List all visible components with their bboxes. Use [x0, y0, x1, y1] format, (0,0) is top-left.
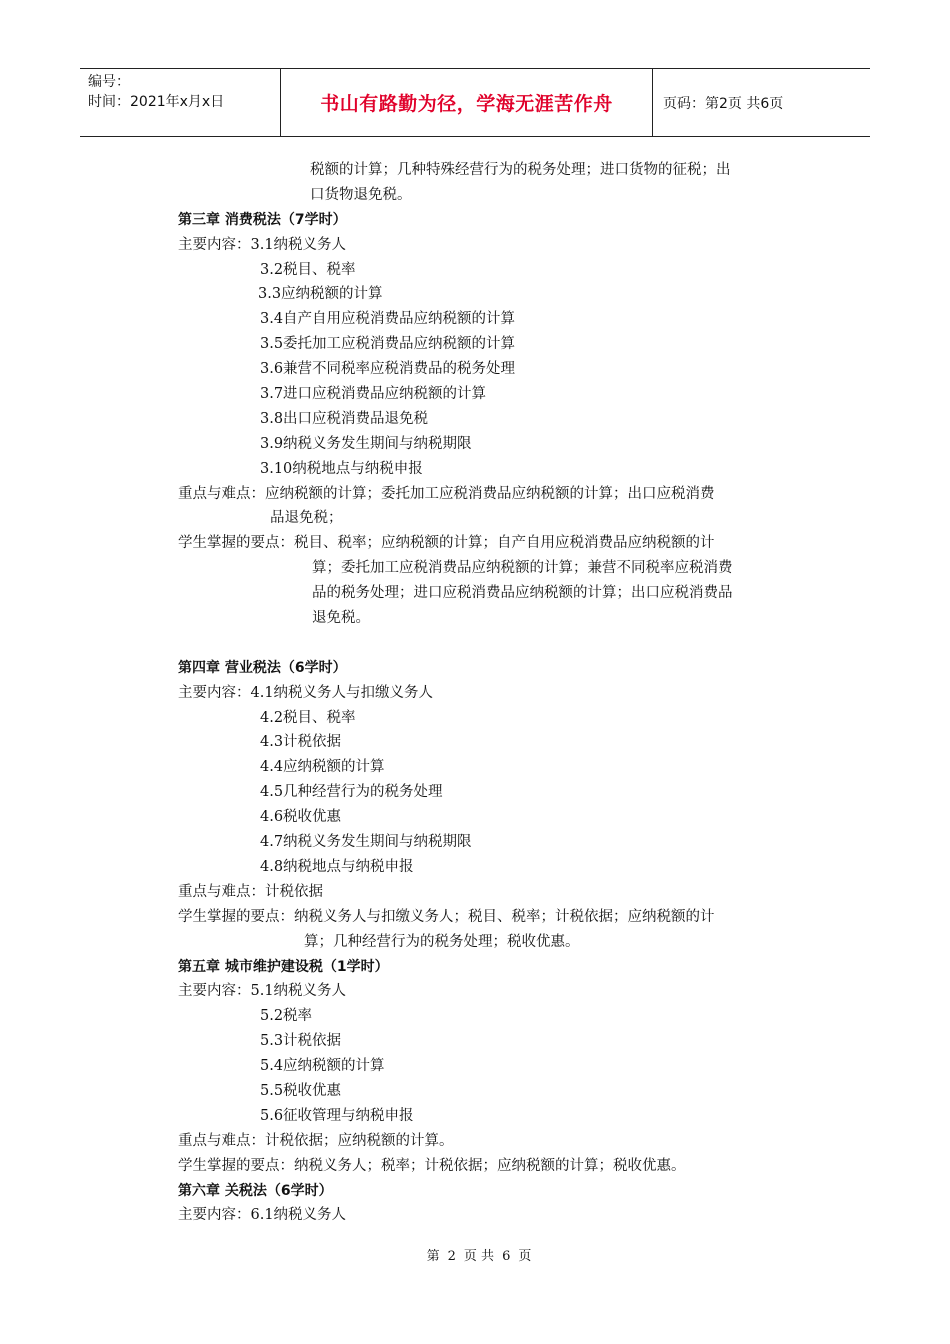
header-motto: 书山有路勤为径，学海无涯苦作舟	[281, 69, 653, 136]
page-footer	[0, 1245, 950, 1264]
chapter-heading: 第三章 消费税法（7学时）	[178, 211, 347, 228]
text-line: 4.5几种经营行为的税务处理	[260, 784, 443, 801]
text-line: 5.3计税依据	[260, 1033, 342, 1050]
text-line: 学生掌握的要点：纳税义务人与扣缴义务人；税目、税率；计税依据；应纳税额的计	[178, 908, 715, 925]
header-info-cell	[80, 69, 281, 136]
text-line: 3.7进口应税消费品应纳税额的计算	[260, 386, 487, 403]
text-line: 重点与难点：计税依据；应纳税额的计算。	[178, 1132, 454, 1149]
text-line: 学生掌握的要点：税目、税率；应纳税额的计算；自产自用应税消费品应纳税额的计	[178, 535, 715, 552]
text-line: 3.3应纳税额的计算	[258, 286, 383, 303]
text-line: 3.4自产自用应税消费品应纳税额的计算	[260, 311, 516, 328]
text-line: 重点与难点：应纳税额的计算；委托加工应税消费品应纳税额的计算；出口应税消费	[178, 485, 715, 502]
text-line: 4.2税目、税率	[260, 709, 356, 726]
text-line: 重点与难点：计税依据	[178, 883, 323, 900]
text-line: 5.2税率	[260, 1008, 313, 1025]
text-line: 3.9纳税义务发生期间与纳税期限	[260, 435, 472, 452]
text-line: 算；委托加工应税消费品应纳税额的计算；兼营不同税率应税消费	[312, 560, 733, 577]
footer-prefix: 第	[426, 1249, 440, 1264]
text-line: 5.4应纳税额的计算	[260, 1058, 385, 1075]
text-line: 税额的计算；几种特殊经营行为的税务处理；进口货物的征税；出	[310, 162, 731, 178]
text-line: 品退免税；	[270, 510, 343, 527]
footer-suffix: 页	[518, 1249, 532, 1264]
page-header	[80, 68, 870, 137]
text-line: 主要内容：5.1纳税义务人	[178, 983, 347, 1000]
text-line: 4.7纳税义务发生期间与纳税期限	[260, 834, 472, 851]
header-page-label: 页码：第2页 共6页	[663, 95, 784, 112]
footer-middle: 页 共	[463, 1249, 495, 1264]
blank-line	[178, 631, 818, 656]
text-line: 品的税务处理；进口应税消费品应纳税额的计算；出口应税消费品	[312, 585, 733, 602]
document-body	[178, 158, 818, 1228]
chapter-heading: 第五章 城市维护建设税（1学时）	[178, 958, 389, 975]
text-line: 3.6兼营不同税率应税消费品的税务处理	[260, 361, 516, 378]
text-line: 4.4应纳税额的计算	[260, 759, 385, 776]
text-line: 5.6征收管理与纳税申报	[260, 1107, 414, 1124]
text-line: 算；几种经营行为的税务处理；税收优惠。	[304, 933, 580, 950]
header-date-label: 时间：2021年x月x日	[88, 94, 225, 110]
text-line: 4.3计税依据	[260, 734, 342, 751]
text-line: 4.6税收优惠	[260, 809, 342, 826]
chapter-heading: 第四章 营业税法（6学时）	[178, 659, 347, 676]
text-line: 3.2税目、税率	[260, 261, 356, 278]
text-line: 主要内容：6.1纳税义务人	[178, 1207, 347, 1224]
footer-current-page: 2	[447, 1249, 456, 1264]
text-line: 口货物退免税。	[310, 186, 412, 203]
chapter-heading: 第六章 关税法（6学时）	[178, 1182, 333, 1199]
text-line: 3.5委托加工应税消费品应纳税额的计算	[260, 336, 516, 353]
text-line: 3.8出口应税消费品退免税	[260, 410, 429, 427]
text-line: 主要内容：3.1纳税义务人	[178, 236, 347, 253]
text-line: 3.10纳税地点与纳税申报	[260, 460, 423, 477]
text-line: 学生掌握的要点：纳税义务人；税率；计税依据；应纳税额的计算；税收优惠。	[178, 1157, 686, 1174]
text-line: 退免税。	[312, 610, 370, 627]
footer-total-pages: 6	[502, 1249, 511, 1264]
text-line: 4.8纳税地点与纳税申报	[260, 858, 414, 875]
text-line: 主要内容：4.1纳税义务人与扣缴义务人	[178, 684, 434, 701]
header-number-label: 编号：	[88, 74, 130, 90]
text-line: 5.5税收优惠	[260, 1082, 342, 1099]
